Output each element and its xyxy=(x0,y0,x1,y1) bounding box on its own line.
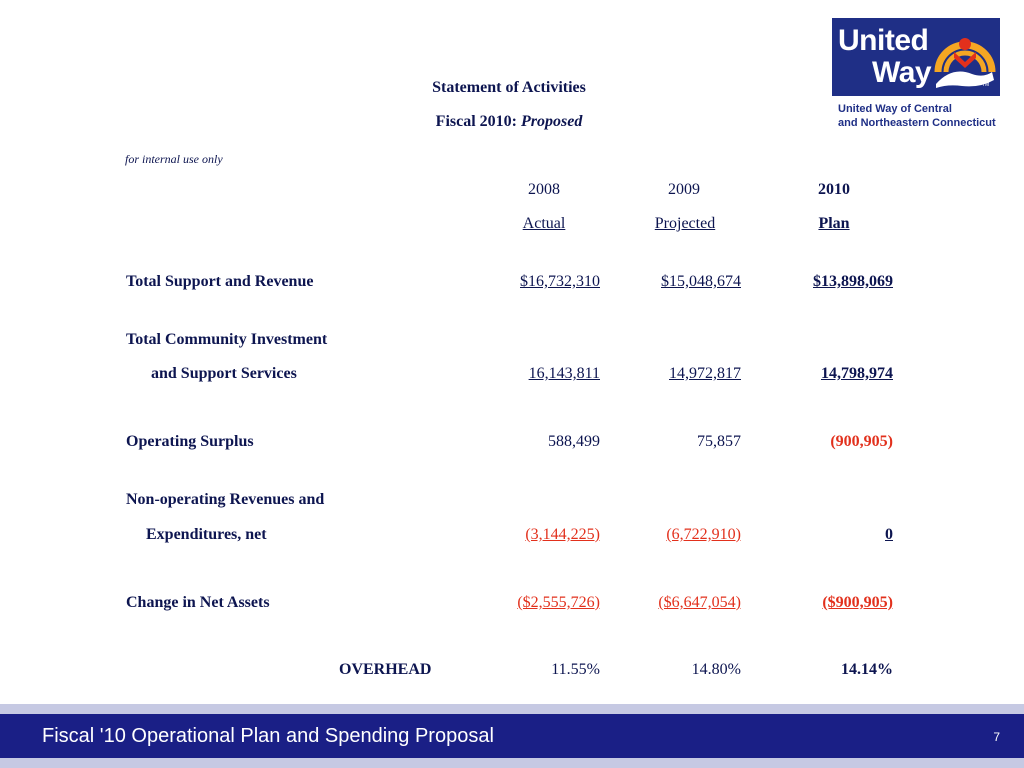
overhead-2008: 11.55% xyxy=(551,661,600,678)
investment-2010: 14,798,974 xyxy=(821,365,893,382)
col-type-plan: Plan xyxy=(818,215,850,232)
revenue-2008: $16,732,310 xyxy=(520,273,600,290)
subtitle-prefix: Fiscal 2010: xyxy=(435,113,521,130)
document-title: Statement of Activities xyxy=(432,79,586,96)
col-type-projected: Projected xyxy=(654,215,716,232)
row-label-revenue: Total Support and Revenue xyxy=(126,273,314,290)
row-label-overhead: OVERHEAD xyxy=(339,661,432,678)
investment-2009: 14,972,817 xyxy=(669,365,741,382)
subtitle-emphasis: Proposed xyxy=(521,113,583,130)
row-label-nonoperating-line1: Non-operating Revenues and xyxy=(126,491,325,508)
row-label-net-assets: Change in Net Assets xyxy=(126,594,270,611)
logo-subtitle-line1: United Way of Central xyxy=(838,103,952,115)
logo-subtitle-line2: and Northeastern Connecticut xyxy=(838,117,996,129)
page-number: 7 xyxy=(993,730,1000,744)
row-label-surplus: Operating Surplus xyxy=(126,433,254,450)
footer-bottom-stripe xyxy=(0,758,1024,768)
logo-organization-name xyxy=(838,102,996,130)
surplus-2009: 75,857 xyxy=(697,433,741,450)
footer-top-stripe xyxy=(0,704,1024,714)
revenue-2010: $13,898,069 xyxy=(813,273,893,290)
logo-word-way: Way xyxy=(872,56,932,89)
col-type-actual: Actual xyxy=(522,215,566,232)
surplus-2010: (900,905) xyxy=(830,433,893,450)
overhead-2009: 14.80% xyxy=(691,661,741,678)
col-year-2010: 2010 xyxy=(818,181,850,198)
net-assets-2010: ($900,905) xyxy=(822,594,893,611)
surplus-2008: 588,499 xyxy=(548,433,600,450)
row-label-investment-line2: and Support Services xyxy=(151,365,297,382)
col-year-2008: 2008 xyxy=(528,181,560,198)
logo-word-united: United xyxy=(838,24,929,57)
united-way-logo xyxy=(832,18,1000,96)
nonoperating-2010: 0 xyxy=(885,526,893,543)
net-assets-2009: ($6,647,054) xyxy=(658,594,741,611)
nonoperating-2009: (6,722,910) xyxy=(666,526,741,543)
logo-trademark: TM xyxy=(982,82,990,88)
net-assets-2008: ($2,555,726) xyxy=(517,594,600,611)
investment-2008: 16,143,811 xyxy=(528,365,600,382)
row-label-nonoperating-line2: Expenditures, net xyxy=(146,526,267,543)
col-year-2009: 2009 xyxy=(668,181,700,198)
internal-use-note: for internal use only xyxy=(125,152,223,166)
footer-title: Fiscal '10 Operational Plan and Spending Proposal xyxy=(42,725,494,747)
nonoperating-2008: (3,144,225) xyxy=(525,526,600,543)
overhead-2010: 14.14% xyxy=(841,661,893,678)
revenue-2009: $15,048,674 xyxy=(661,273,741,290)
row-label-investment-line1: Total Community Investment xyxy=(126,331,328,348)
